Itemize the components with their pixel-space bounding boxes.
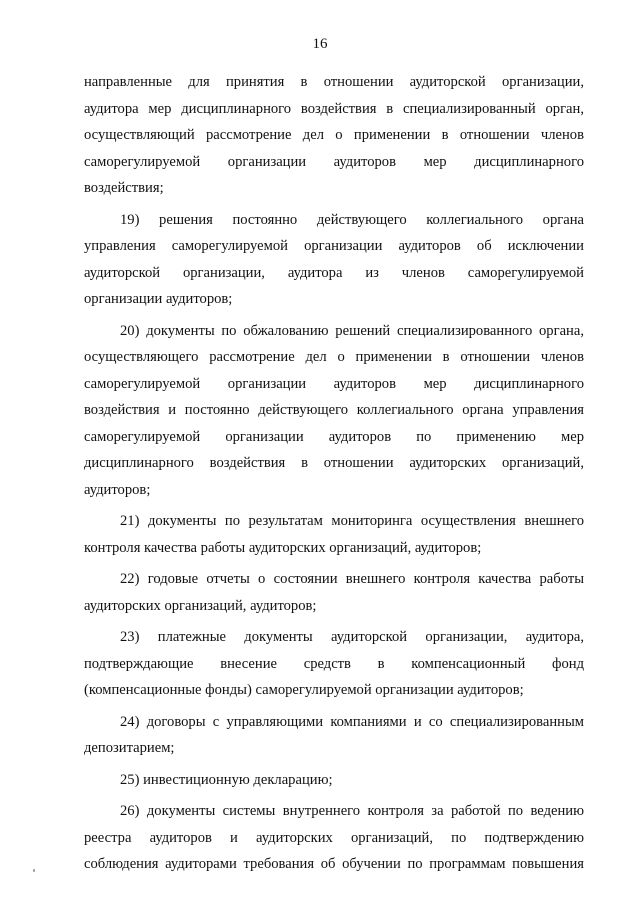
text-line: подтверждающие внесение средств в компенсационный фонд	[84, 655, 584, 672]
text-line: саморегулируемой организации аудиторов мер дисциплинарного	[84, 375, 584, 392]
text-line: управления саморегулируемой организации аудиторов об исключении	[84, 238, 584, 254]
text-line: саморегулируемой организации аудиторов по применению мер	[84, 428, 584, 445]
text-line: контроля качества работы аудиторских организаций, аудиторов;	[84, 539, 482, 556]
text-line: организации аудиторов;	[84, 291, 233, 307]
text-line: депозитарием;	[84, 740, 175, 756]
text-line: саморегулируемой организации аудиторов мер дисциплинарного	[84, 153, 584, 170]
text-line: аудиторской организации, аудитора из членов саморегулируемой	[84, 264, 584, 281]
text-line: осуществляющего рассмотрение дел о применении в отношении членов	[84, 349, 584, 365]
text-line: реестра аудиторов и аудиторских организаций, по подтверждению	[84, 829, 584, 846]
text-line: направленные для принятия в отношении аудиторской организации,	[84, 74, 584, 90]
text-line: 25) инвестиционную декларацию;	[120, 771, 333, 788]
text-line: воздействия;	[84, 180, 164, 196]
text-line: соблюдения аудиторами требования об обучении по программам повышения	[84, 856, 584, 872]
text-line: (компенсационные фонды) саморегулируемой организации аудиторов;	[84, 682, 524, 698]
text-line: 20) документы по обжалованию решений специализированного органа,	[120, 322, 584, 339]
page-number: 16	[312, 36, 328, 52]
text-line: 22) годовые отчеты о состоянии внешнего контроля качества работы	[120, 571, 584, 587]
text-line: аудиторов;	[84, 481, 151, 498]
text-line: аудитора мер дисциплинарного воздействия в специализированный орган,	[84, 100, 584, 117]
text-line: 26) документы системы внутреннего контроля за работой по ведению	[120, 803, 584, 819]
text-line: дисциплинарного воздействия в отношении аудиторских организаций,	[84, 455, 584, 471]
text-line: осуществляющий рассмотрение дел о применении в отношении членов	[84, 127, 584, 143]
text-line: 24) договоры с управляющими компаниями и со специализированным	[120, 713, 584, 730]
text-line: аудиторских организаций, аудиторов;	[84, 597, 317, 614]
scan-speck	[33, 869, 35, 872]
text-line: воздействия и постоянно действующего коллегиального органа управления	[84, 402, 584, 418]
text-line: 21) документы по результатам мониторинга осуществления внешнего	[120, 513, 584, 529]
text-line: 23) платежные документы аудиторской организации, аудитора,	[120, 629, 584, 645]
text-line: 19) решения постоянно действующего коллегиального органа	[120, 211, 584, 228]
document-body	[84, 72, 584, 881]
